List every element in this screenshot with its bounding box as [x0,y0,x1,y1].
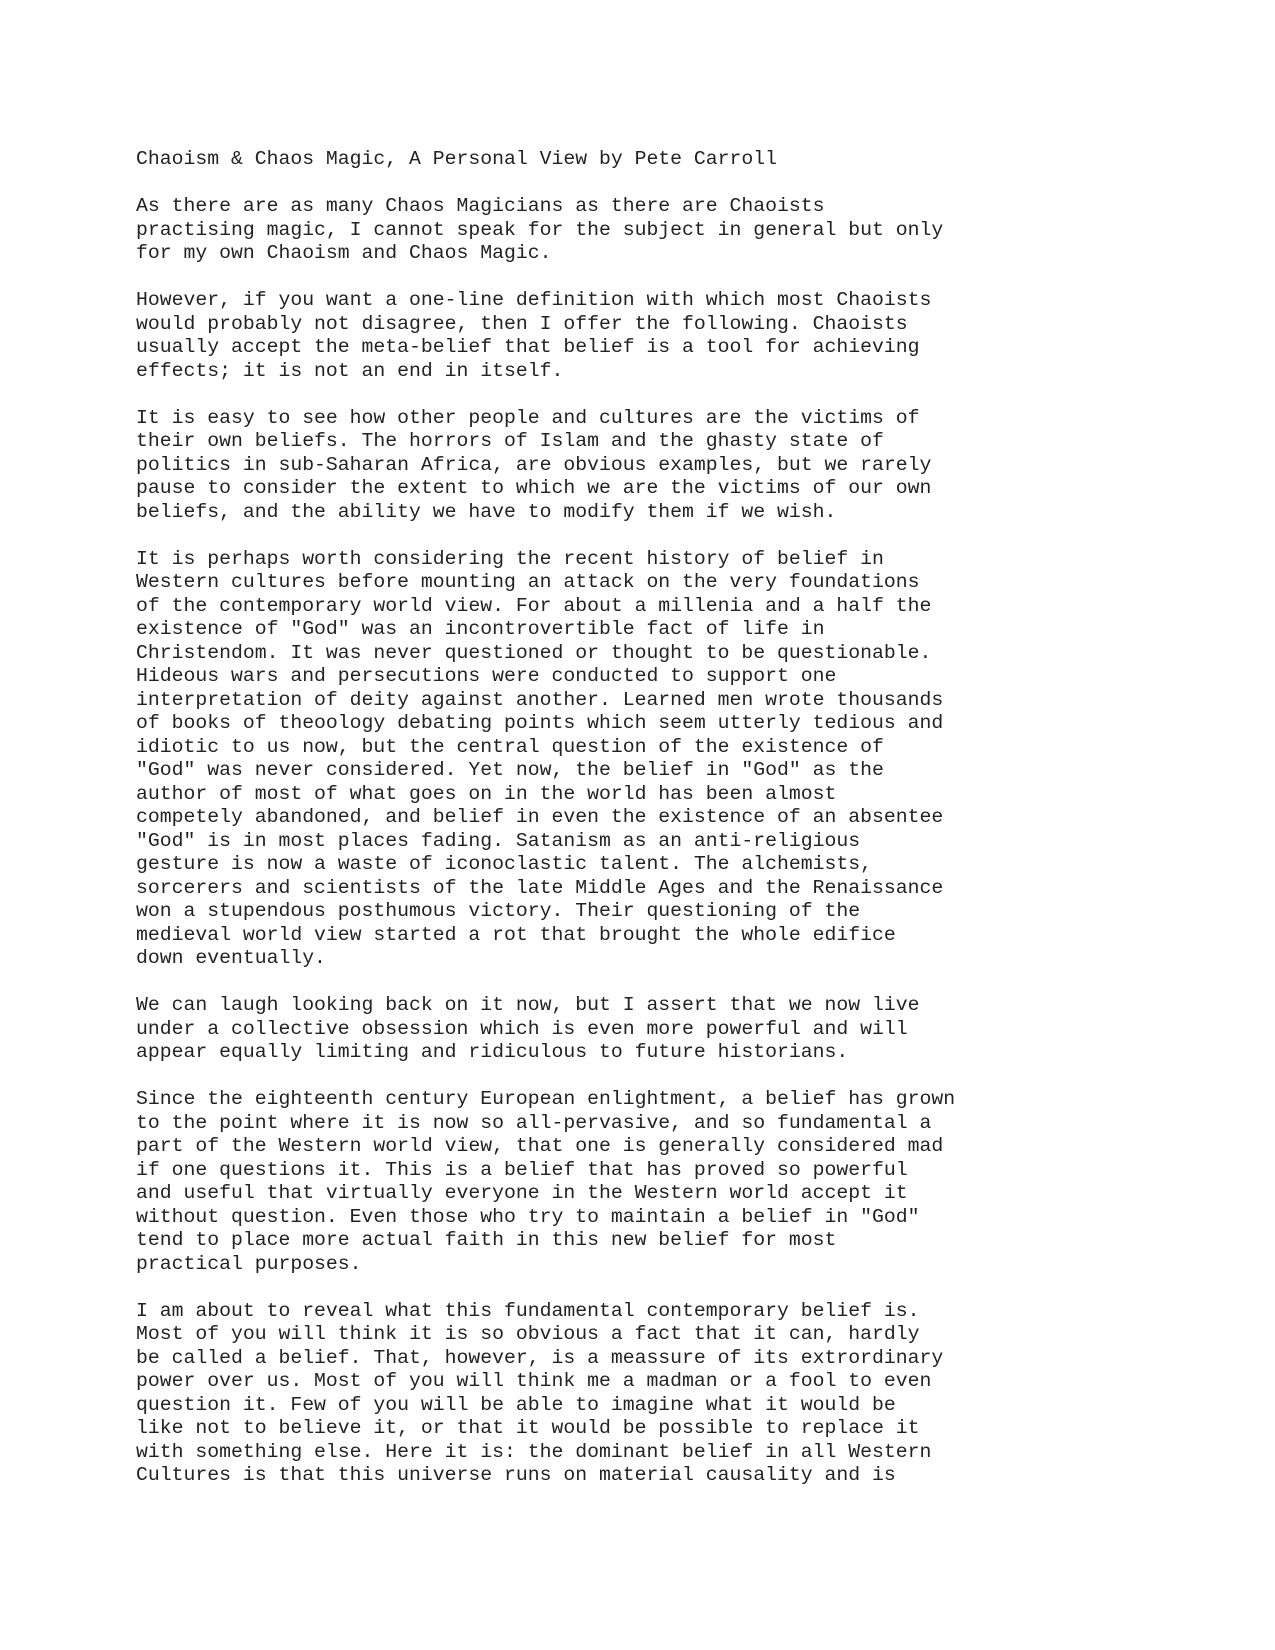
text-line: "God" was never considered. Yet now, the belief in "God" as the [136,759,884,781]
text-line: It is easy to see how other people and cultures are the victims of [136,406,920,429]
text-line: won a stupendous posthumous victory. Their questioning of the [136,900,861,922]
text-line: "God" is in most places fading. Satanism as an anti-religious [136,829,861,852]
text-line: usually accept the meta-belief that belief is a tool for achieving [136,336,920,358]
paragraph [136,1300,1236,1488]
text-line: Since the eighteenth century European enlightment, a belief has grown [136,1088,956,1110]
text-line: under a collective obsession which is even more powerful and will [136,1017,908,1040]
paragraph [136,195,1236,266]
text-line: medieval world view started a rot that brought the whole edifice [136,923,896,946]
text-line: be called a belief. That, however, is a meassure of its extrordinary [136,1346,944,1369]
text-line: However, if you want a one-line definition with which most Chaoists [136,289,932,311]
text-line: interpretation of deity against another. Learned men wrote thousands [136,688,944,711]
text-line: power over us. Most of you will think me a madman or a fool to even [136,1370,932,1392]
paragraph [136,548,1236,971]
text-line: like not to believe it, or that it would be possible to replace it [136,1417,920,1439]
paragraph [136,289,1236,383]
document-body [136,148,1236,1511]
text-line: if one questions it. This is a belief that has proved so powerful [136,1158,908,1181]
text-line: Western cultures before mounting an attack on the very foundations [136,571,920,593]
text-line: effects; it is not an end in itself. [136,359,564,382]
text-line: of the contemporary world view. For about a millenia and a half the [136,594,932,617]
text-line: It is perhaps worth considering the recent history of belief in [136,547,884,570]
text-line: for my own Chaoism and Chaos Magic. [136,242,552,264]
text-line: idiotic to us now, but the central question of the existence of [136,735,884,758]
text-line: down eventually. [136,947,326,969]
text-line: author of most of what goes on in the world has been almost [136,782,837,805]
text-line: gesture is now a waste of iconoclastic talent. The alchemists, [136,853,872,875]
text-line: of books of theoology debating points which seem utterly tedious and [136,712,944,734]
text-line: pause to consider the extent to which we are the victims of our own [136,477,932,499]
text-line: tend to place more actual faith in this new belief for most [136,1229,837,1251]
text-line: to the point where it is now so all-pervasive, and so fundamental a [136,1111,932,1134]
text-line: As there are as many Chaos Magicians as there are Chaoists [136,195,825,217]
text-line: with something else. Here it is: the dominant belief in all Western [136,1440,932,1463]
text-line: question it. Few of you will be able to imagine what it would be [136,1393,896,1416]
text-line: competely abandoned, and belief in even the existence of an absentee [136,806,944,828]
paragraph [136,407,1236,525]
text-line: appear equally limiting and ridiculous to future historians. [136,1041,849,1063]
paragraph [136,994,1236,1065]
text-line: without question. Even those who try to maintain a belief in "God" [136,1205,920,1228]
document-title: Chaoism & Chaos Magic, A Personal View by Pete Carroll [136,148,778,170]
text-line: sorcerers and scientists of the late Middle Ages and the Renaissance [136,876,944,899]
text-line: and useful that virtually everyone in the Western world accept it [136,1182,908,1204]
text-line: Christendom. It was never questioned or thought to be questionable. [136,641,932,664]
text-line: Hideous wars and persecutions were conducted to support one [136,665,837,687]
text-line: their own beliefs. The horrors of Islam and the ghasty state of [136,430,884,452]
text-line: beliefs, and the ability we have to modify them if we wish. [136,500,837,523]
text-line: politics in sub-Saharan Africa, are obvious examples, but we rarely [136,453,932,476]
text-line: We can laugh looking back on it now, but I assert that we now live [136,994,920,1016]
paragraph-list [136,195,1236,1488]
text-line: part of the Western world view, that one is generally considered mad [136,1135,944,1157]
text-line: I am about to reveal what this fundamental contemporary belief is. [136,1299,920,1322]
text-line: existence of "God" was an incontrovertible fact of life in [136,618,825,640]
text-line: practising magic, I cannot speak for the subject in general but only [136,218,944,241]
text-line: Most of you will think it is so obvious a fact that it can, hardly [136,1323,920,1345]
text-line: practical purposes. [136,1252,362,1275]
text-line: would probably not disagree, then I offer the following. Chaoists [136,312,908,335]
text-line: Cultures is that this universe runs on material causality and is [136,1464,896,1486]
paragraph [136,1088,1236,1276]
